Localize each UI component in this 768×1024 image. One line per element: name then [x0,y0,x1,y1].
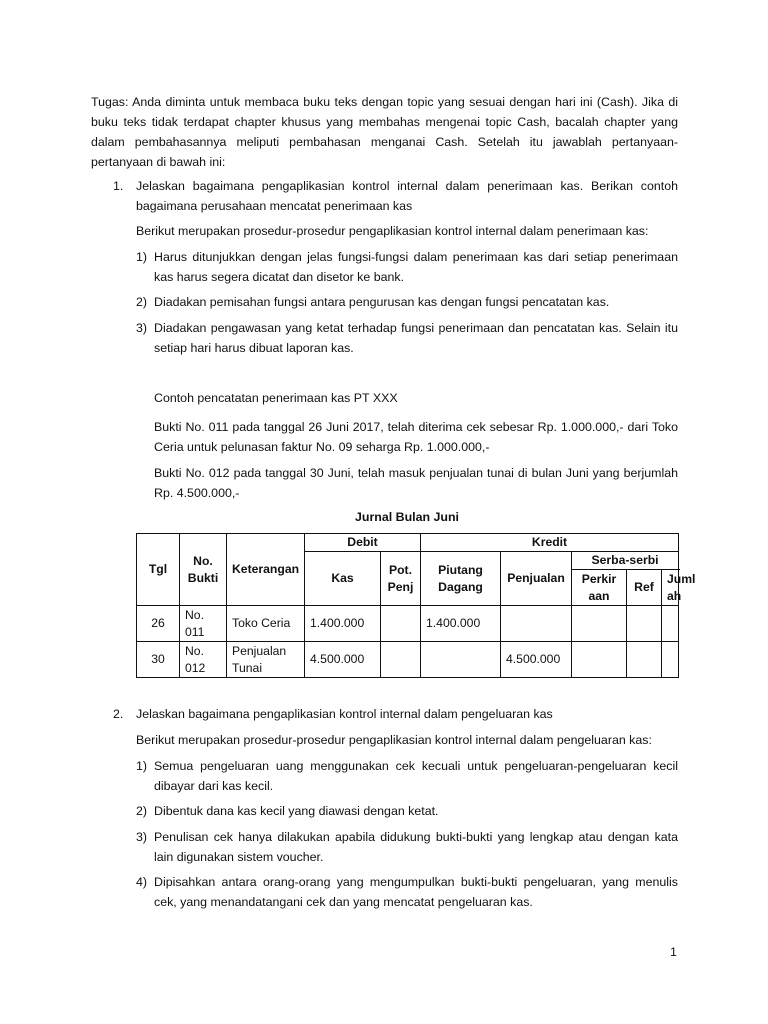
cell-ref [627,642,662,678]
q1-item-3-text: Diadakan pengawasan yang ketat terhadap fungsi penerimaan dan pencatatan kas. Selain itu setiap hari harus dibuat laporan kas. [154,321,678,355]
q2-item-4-number: 4) [136,875,148,889]
header-tgl: Tgl [137,534,180,606]
q2-item-1-number: 1) [136,759,148,773]
header-no-bukti: No. Bukti [180,534,227,606]
cell-penjualan: 4.500.000 [501,642,572,678]
header-piutang-dagang: Piutang Dagang [421,552,501,606]
q2-item-1-text: Semua pengeluaran uang menggunakan cek kecuali untuk pengeluaran-pengeluaran kecil dibayar dari kas kecil. [154,759,678,793]
cell-ref [627,606,662,642]
header-keterangan: Keterangan [227,534,305,606]
q2-item-2-text: Dibentuk dana kas kecil yang diawasi dengan ketat. [154,804,439,818]
cell-penjualan [501,606,572,642]
cell-pot [381,642,421,678]
q2-item-3-text: Penulisan cek hanya dilakukan apabila didukung bukti-bukti yang lengkap atau dengan kata lain digunakan sistem voucher. [154,830,678,864]
question-2-text: Jelaskan bagaimana pengaplikasian kontrol internal dalam pengeluaran kas [136,707,553,721]
cell-pot [381,606,421,642]
q1-item-3-number: 3) [136,321,148,335]
question-2-number: 2. [113,707,124,721]
cell-kas: 4.500.000 [305,642,381,678]
intro-paragraph: Tugas: Anda diminta untuk membaca buku teks dengan topic yang sesuai dengan hari ini (Cash). Jika di buku teks tidak terdapat chapter khusus yang membahas mengenai topic Cash, bacalah chapter yang dalam pembahasannya meliputi pembahasan menganai Cash. Setelah itu jawablah pertanyaan-pertanyaan di bawah ini: [91,95,678,169]
question-2-lead: Berikut merupakan prosedur-prosedur pengaplikasian kontrol internal dalam pengeluaran kas: [136,733,652,747]
cell-jumlah [662,642,679,678]
page-number: 1 [670,945,677,959]
header-debit: Debit [305,534,421,552]
table-row [137,606,679,642]
header-jumlah: Juml ah [662,570,679,606]
cell-piutang: 1.400.000 [421,606,501,642]
cell-bukti: No. 011 [180,606,227,642]
question-1-number: 1. [113,179,124,193]
q2-item-3-number: 3) [136,830,148,844]
header-penjualan: Penjualan [501,552,572,606]
header-perkiraan: Perkir aan [572,570,627,606]
cell-tgl: 26 [137,606,180,642]
q1-item-1-text: Harus ditunjukkan dengan jelas fungsi-fungsi dalam penerimaan kas dari setiap penerimaan kas harus segera dicatat dan disetor ke bank. [154,250,678,284]
question-1-lead: Berikut merupakan prosedur-prosedur pengaplikasian kontrol internal dalam penerimaan kas: [136,224,649,238]
q2-item-2-number: 2) [136,804,148,818]
journal-table [136,533,696,678]
cell-tgl: 30 [137,642,180,678]
example-1-text: Bukti No. 011 pada tanggal 26 Juni 2017, telah diterima cek sebesar Rp. 1.000.000,- dari Toko Ceria untuk pelunasan faktur No. 09 seharga Rp. 1.000.000,- [154,420,678,454]
cell-piutang [421,642,501,678]
q1-item-1-number: 1) [136,250,148,264]
cell-perkiraan [572,606,627,642]
table-row [137,642,679,678]
cell-keterangan: Toko Ceria [227,606,305,642]
header-ref: Ref [627,570,662,606]
q1-item-2-number: 2) [136,295,148,309]
header-kas: Kas [305,552,381,606]
question-1-text: Jelaskan bagaimana pengaplikasian kontrol internal dalam penerimaan kas. Berikan contoh bagaimana perusahaan mencatat penerimaan kas [136,179,678,213]
example-title: Contoh pencatatan penerimaan kas PT XXX [154,391,398,405]
cell-bukti: No. 012 [180,642,227,678]
cell-keterangan: Penjualan Tunai [227,642,305,678]
q1-item-2-text: Diadakan pemisahan fungsi antara pengurusan kas dengan fungsi pencatatan kas. [154,295,610,309]
example-2-text: Bukti No. 012 pada tanggal 30 Juni, telah masuk penjualan tunai di bulan Juni yang berjumlah Rp. 4.500.000,- [154,466,678,500]
cell-perkiraan [572,642,627,678]
q2-item-4-text: Dipisahkan antara orang-orang yang mengumpulkan bukti-bukti pengeluaran, yang menulis cek, yang menandatangani cek dan yang mencatat pengeluaran kas. [154,875,678,909]
cell-kas: 1.400.000 [305,606,381,642]
header-kredit: Kredit [421,534,679,552]
header-pot-penj: Pot. Penj [381,552,421,606]
header-serba-serbi: Serba-serbi [572,552,679,570]
table-title: Jurnal Bulan Juni [355,510,459,524]
cell-jumlah [662,606,679,642]
